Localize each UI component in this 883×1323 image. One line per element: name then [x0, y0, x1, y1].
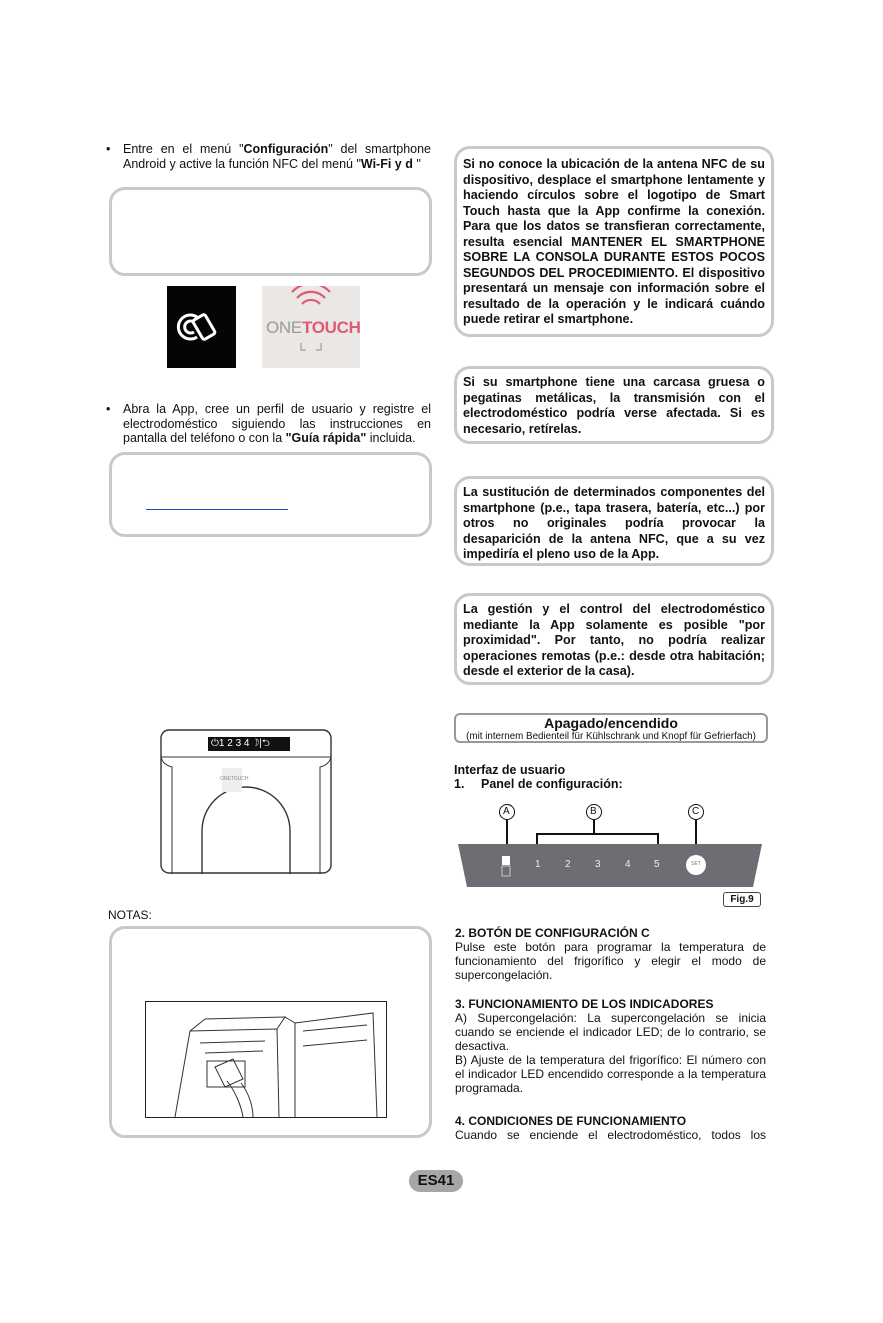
empty-note-box-1 [109, 187, 432, 276]
fridge-onetouch-logo: ONETOUCH [220, 776, 249, 782]
section-2-text: Pulse este botón para programar la temperatura de funcionamiento del frigorífico y elegir el modo de supercongelación. [455, 940, 766, 982]
section-3-item-a: A) Supercongelación: La supercongelación se inicia cuando se enciende el indicador LED; de lo contrario, se desactiva. [455, 1011, 766, 1053]
temp-level-2: 2 [565, 859, 571, 870]
section-3-item-b: B) Ajuste de la temperatura del frigorífico: El número con el indicador LED encendido corresponde a la temperatura programada. [455, 1053, 766, 1095]
empty-note-box-2 [109, 452, 432, 537]
onoff-subtitle: (mit internem Bedienteil für Kühlschrank und Knopf für Gefrierfach) [466, 731, 756, 742]
note-nfc-location: Si no conoce la ubicación de la antena NFC de su dispositivo, desplace el smartphone lentamente y haciendo círculos sobre el logotipo de Smart Touch hasta que la App confirme la conexión. Para que los datos se transfieran correctamente, resulta esencial MANTENER EL SMARTPHONE SOBRE LA CONSOLA DURANTE ESTOS POCOS SEGUNDOS DEL PROCEDIMIENTO. El dispositivo presentará un mensaje con información sobre el resultado de la operación y le indicará cuándo puede retirar el smartphone. [463, 157, 765, 326]
section-4-title: 4. CONDICIONES DE FUNCIONAMIENTO [455, 1114, 687, 1128]
note-components: La sustitución de determinados componentes del smartphone (p.e., tapa trasera, batería, etc...) por otros no originales podría provocar la desaparición de la antena NFC, que a su vez impediría el pleno uso de la App. [463, 485, 765, 561]
bullet-nfc-settings: • Entre en el menú "Configuración" del smartphone Android y active la función NFC del menú "Wi-Fi y d " [106, 142, 432, 171]
control-panel-figure [455, 803, 765, 907]
fridge-panel-icons: ⏻1 2 3 4 ☽|⮌ [211, 738, 270, 749]
bullet-open-app: • Abra la App, cree un perfil de usuario y registre el electrodoméstico siguiendo las instrucciones en pantalla del teléfono o con la "Guía rápida" incluida. [106, 402, 431, 445]
page-number: ES41 [417, 1172, 455, 1189]
section-3-title: 3. FUNCIONAMIENTO DE LOS INDICADORES [455, 997, 714, 1011]
note-proximity: La gestión y el control del electrodoméstico mediante la App solamente es posible "por proximidad". Por tanto, no podría realizar operaciones remotas (p.e.: desde otra habitación; desde el exterior de la casa). [463, 602, 765, 678]
ui-sub-number: 1. [454, 777, 465, 791]
fridge-illustration [160, 729, 332, 874]
set-button[interactable]: SET [691, 861, 701, 867]
panel-label-c: C [692, 806, 700, 817]
link-underline[interactable] [146, 509, 288, 510]
temp-level-1: 1 [535, 859, 541, 870]
note-case: Si su smartphone tiene una carcasa gruesa o pegatinas metálicas, la transmisión con el electrodoméstico podría verse afectada. Si es necesario, retírelas. [463, 375, 765, 436]
temp-level-4: 4 [625, 859, 631, 870]
fridge-nfc-photo [145, 1001, 387, 1118]
nfc-icon [167, 286, 236, 368]
notas-heading: NOTAS: [108, 908, 152, 922]
onoff-title: Apagado/encendido [544, 715, 678, 731]
panel-label-b: B [590, 806, 597, 817]
temp-level-5: 5 [654, 859, 660, 870]
fig-label: Fig.9 [723, 892, 761, 907]
panel-label-a: A [503, 806, 510, 817]
ui-subheading: Panel de configuración: [481, 777, 623, 791]
temp-level-3: 3 [595, 859, 601, 870]
onetouch-logo: ONETOUCH [262, 286, 360, 368]
section-4-text: Cuando se enciende el electrodoméstico, todos los [455, 1128, 766, 1142]
ui-heading: Interfaz de usuario [454, 763, 566, 777]
section-2-title: 2. BOTÓN DE CONFIGURACIÓN C [455, 926, 650, 940]
